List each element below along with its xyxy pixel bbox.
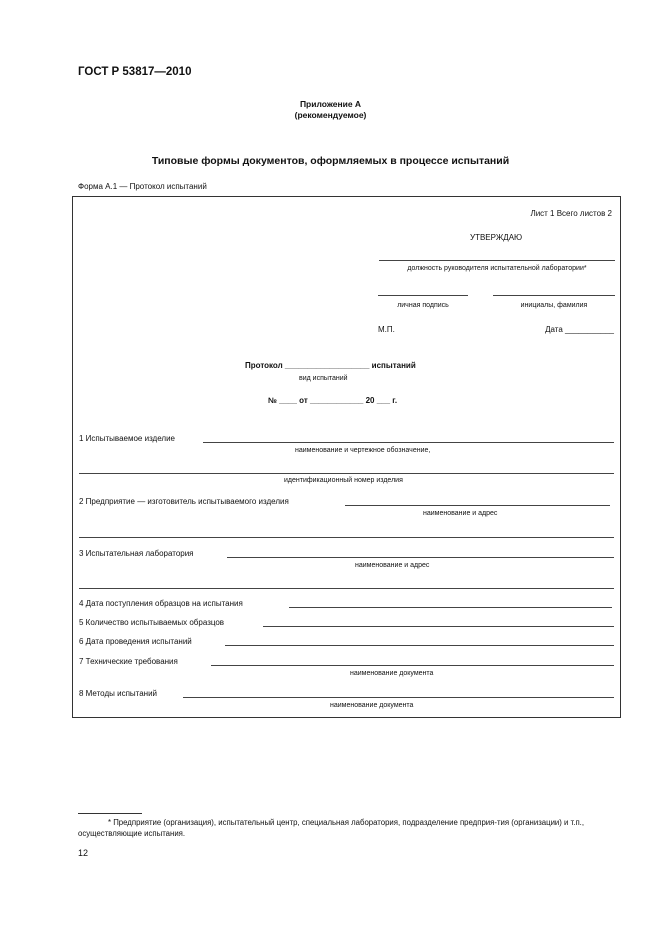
item-7-caption: наименование документа bbox=[350, 670, 434, 677]
item-7-label: 7 Технические требования bbox=[79, 657, 178, 666]
initials-caption: инициалы, фамилия bbox=[520, 302, 588, 309]
item-5-line[interactable] bbox=[263, 626, 614, 627]
item-3-label: 3 Испытательная лаборатория bbox=[79, 549, 194, 558]
item-6-line[interactable] bbox=[225, 645, 614, 646]
date-field[interactable]: Дата ___________ bbox=[545, 325, 614, 334]
sheet-count: Лист 1 Всего листов 2 bbox=[530, 209, 612, 218]
protocol-type-caption: вид испытаний bbox=[299, 375, 348, 382]
standard-number: ГОСТ Р 53817—2010 bbox=[78, 66, 192, 78]
form-caption: Форма А.1 — Протокол испытаний bbox=[78, 182, 207, 191]
stamp-label: М.П. bbox=[378, 325, 395, 334]
appendix-note: (рекомендуемое) bbox=[294, 110, 367, 120]
item-7-line[interactable] bbox=[211, 665, 614, 666]
item-1-label: 1 Испытываемое изделие bbox=[79, 434, 175, 443]
item-6-label: 6 Дата проведения испытаний bbox=[79, 637, 192, 646]
item-2-line-2[interactable] bbox=[79, 537, 614, 538]
initials-line[interactable] bbox=[493, 295, 615, 296]
item-2-label: 2 Предприятие — изготовитель испытываемого изделия bbox=[79, 497, 289, 506]
page-number: 12 bbox=[78, 848, 89, 858]
approve-label: УТВЕРЖДАЮ bbox=[470, 233, 523, 242]
item-8-line[interactable] bbox=[183, 697, 614, 698]
position-line[interactable] bbox=[379, 260, 615, 261]
footnote: * Предприятие (организация), испытательный центр, специальная лаборатория, подразделение предприя-тия (организации) и т.п., осуществляющие испытания. bbox=[78, 818, 585, 838]
item-3-line-2[interactable] bbox=[79, 588, 614, 589]
footnote-rule bbox=[78, 813, 142, 814]
signature-line[interactable] bbox=[378, 295, 468, 296]
item-2-caption: наименование и адрес bbox=[423, 510, 498, 517]
item-1-line-2[interactable] bbox=[79, 473, 614, 474]
item-3-line[interactable] bbox=[227, 557, 614, 558]
protocol-title: Протокол ___________________ испытаний bbox=[245, 361, 416, 370]
protocol-number: № ____ от ____________ 20 ___ г. bbox=[268, 396, 398, 405]
appendix-title: Приложение А bbox=[299, 99, 362, 109]
item-5-label: 5 Количество испытываемых образцов bbox=[79, 618, 225, 627]
item-2-line[interactable] bbox=[345, 505, 610, 506]
item-8-label: 8 Методы испытаний bbox=[79, 689, 158, 698]
signature-caption: личная подпись bbox=[397, 302, 449, 309]
page-title: Типовые формы документов, оформляемых в процессе испытаний bbox=[151, 155, 510, 167]
item-8-caption: наименование документа bbox=[330, 702, 414, 709]
item-1-line[interactable] bbox=[203, 442, 614, 443]
position-caption: должность руководителя испытательной лаборатории* bbox=[407, 265, 587, 272]
protocol-form bbox=[72, 196, 621, 718]
item-4-label: 4 Дата поступления образцов на испытания bbox=[79, 599, 243, 608]
item-3-caption: наименование и адрес bbox=[355, 562, 430, 569]
item-1-caption-2: идентификационный номер изделия bbox=[284, 477, 403, 484]
item-4-line[interactable] bbox=[289, 607, 612, 608]
item-1-caption: наименование и чертежное обозначение, bbox=[295, 447, 431, 454]
